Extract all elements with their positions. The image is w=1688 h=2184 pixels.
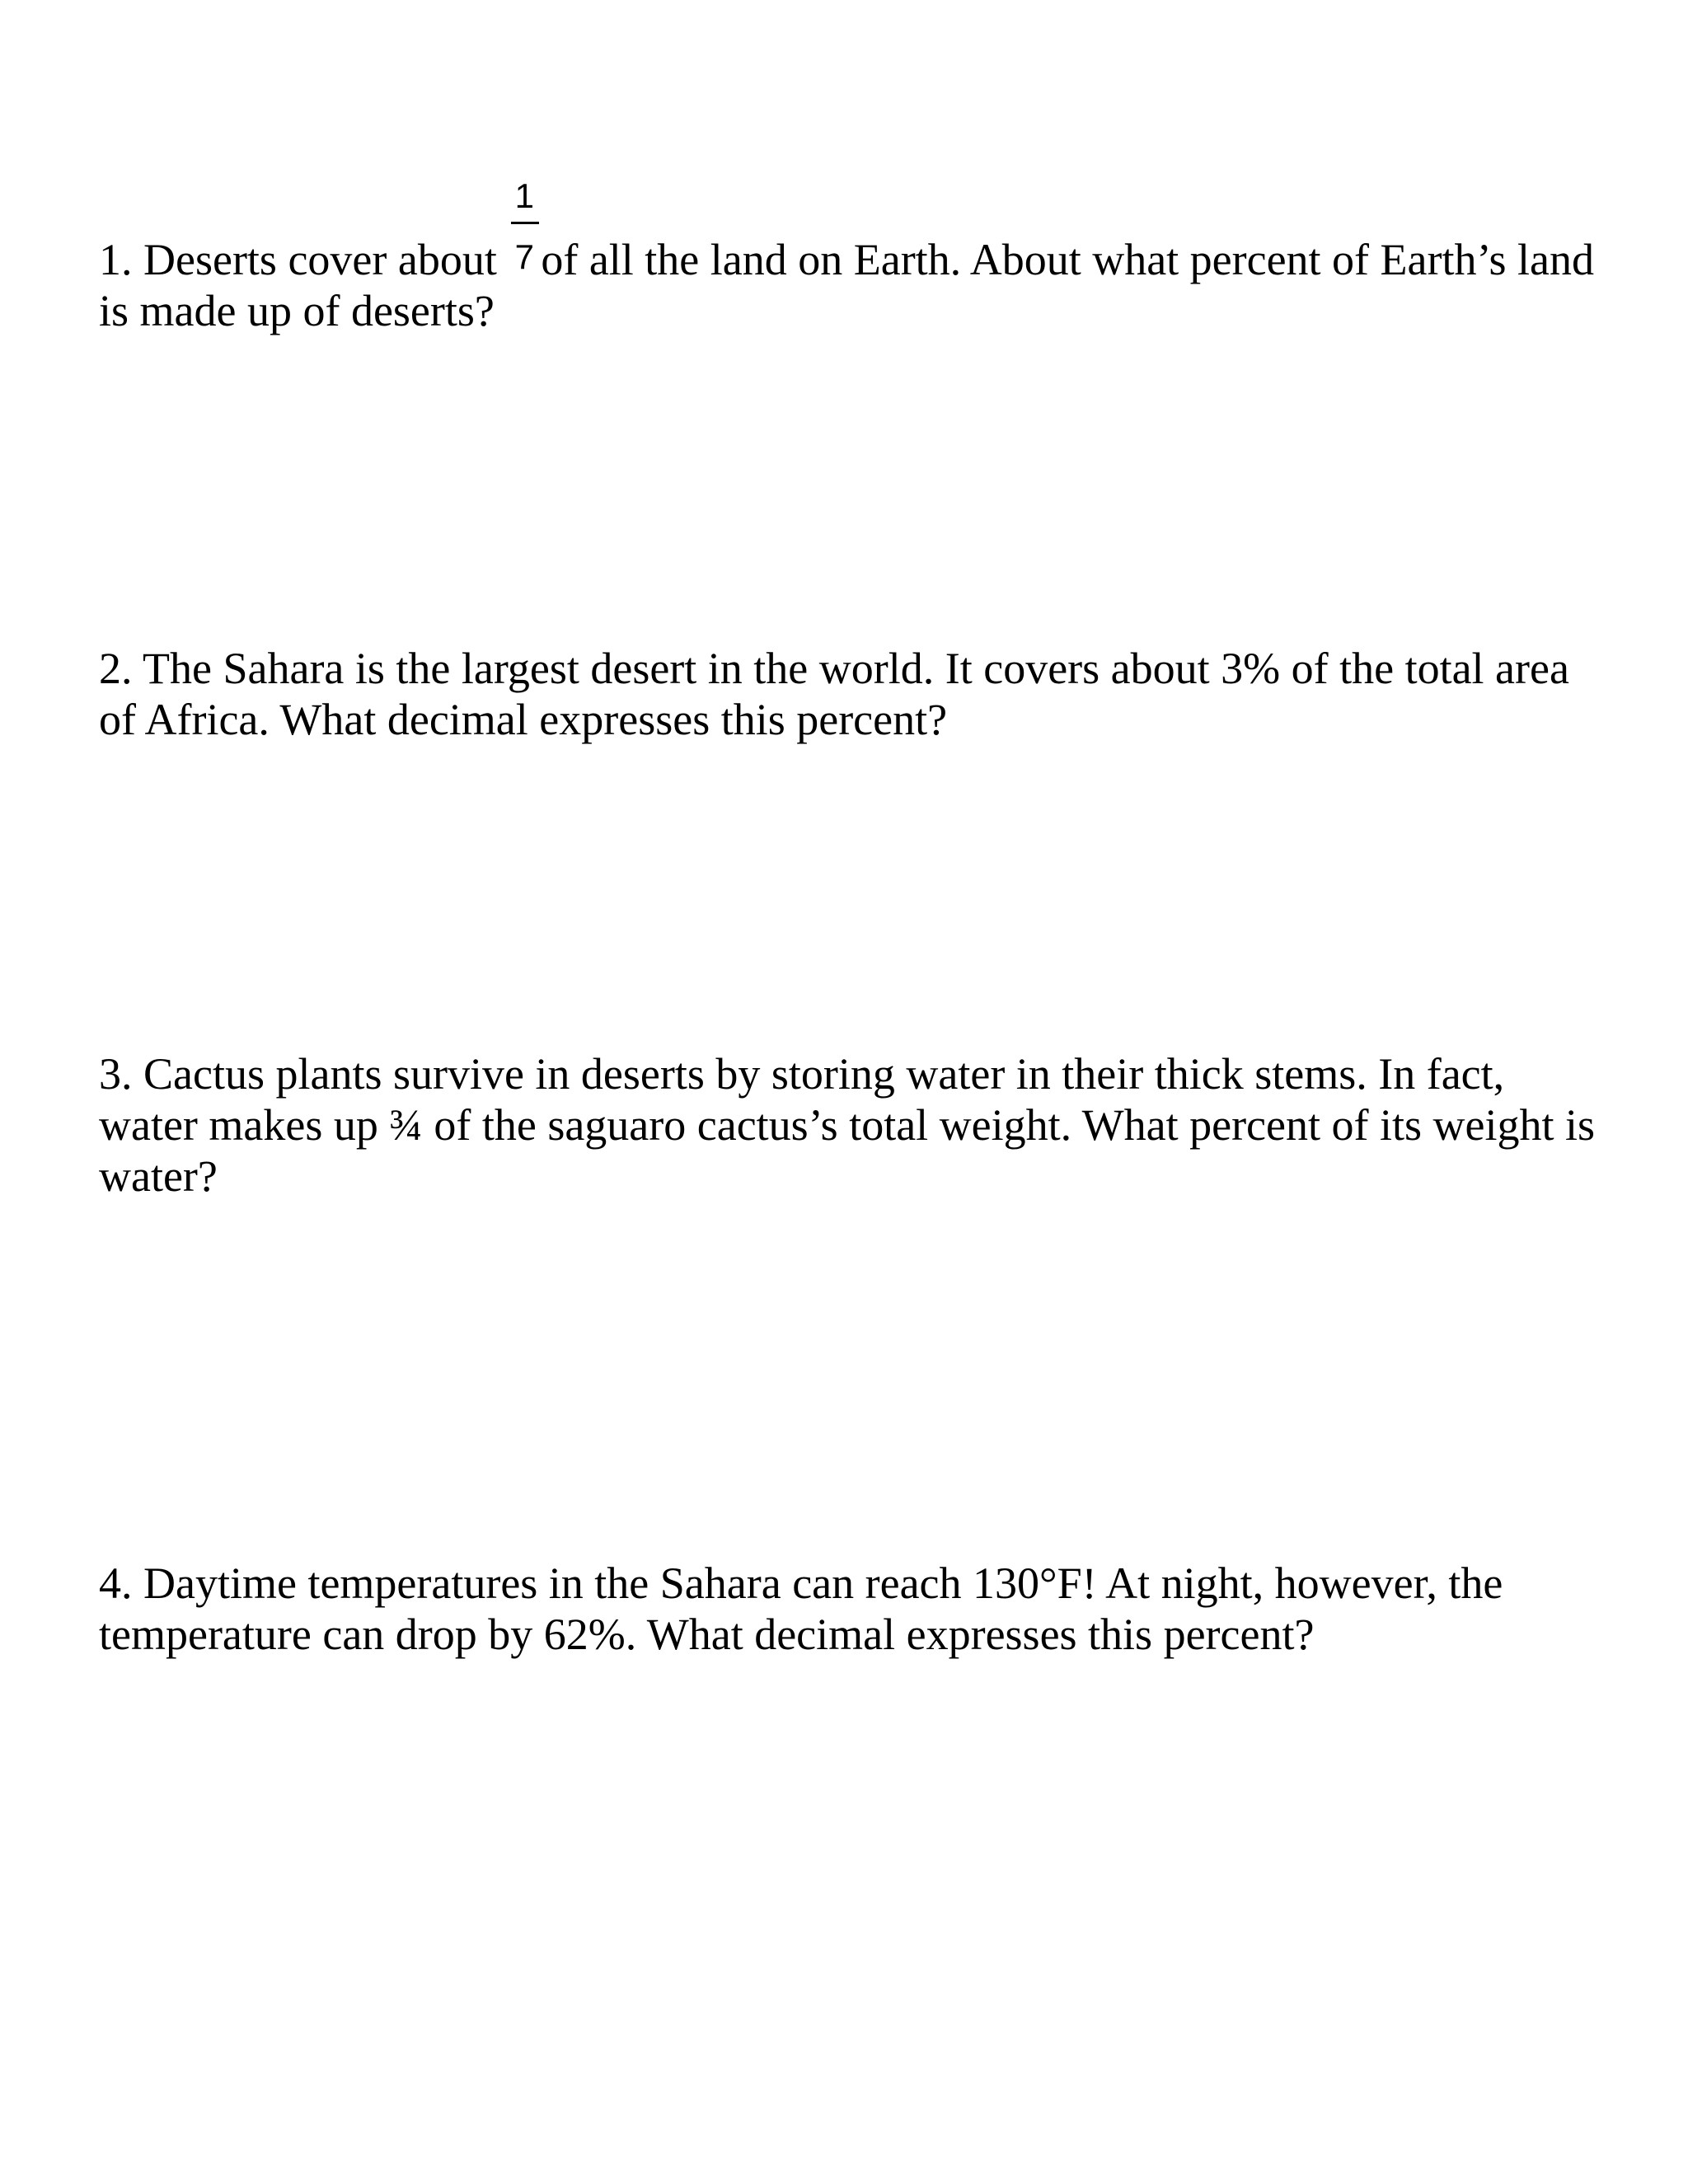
question-text: Cactus plants survive in deserts by storing water in their thick stems. In fact, water makes up ¾ of the saguaro cactus’s total weight. What percent of its weight is water? xyxy=(99,1049,1595,1201)
question-text-after-fraction: of all the land on Earth. About what percent of Earth’s land is made up of deserts? xyxy=(99,235,1594,335)
fraction-denominator: 7 xyxy=(514,237,535,276)
fraction-one-seventh xyxy=(508,176,541,276)
fraction-numerator: 1 xyxy=(514,176,535,215)
question-text: Daytime temperatures in the Sahara can reach 130°F! At night, however, the temperature can drop by 62%. What decimal expresses this percent? xyxy=(99,1558,1503,1659)
question-1 xyxy=(99,176,1607,336)
question-number: 3. xyxy=(99,1049,133,1099)
question-4 xyxy=(99,1558,1607,1660)
fraction-bar xyxy=(511,222,539,224)
question-number: 4. xyxy=(99,1558,133,1608)
question-text: The Sahara is the largest desert in the world. It covers about 3% of the total area of Africa. What decimal expresses this percent? xyxy=(99,644,1569,744)
question-number: 1. xyxy=(99,235,133,284)
question-text-before-fraction: Deserts cover about xyxy=(143,235,497,284)
question-number: 2. xyxy=(99,644,133,693)
question-2 xyxy=(99,643,1607,745)
question-3 xyxy=(99,1048,1607,1202)
